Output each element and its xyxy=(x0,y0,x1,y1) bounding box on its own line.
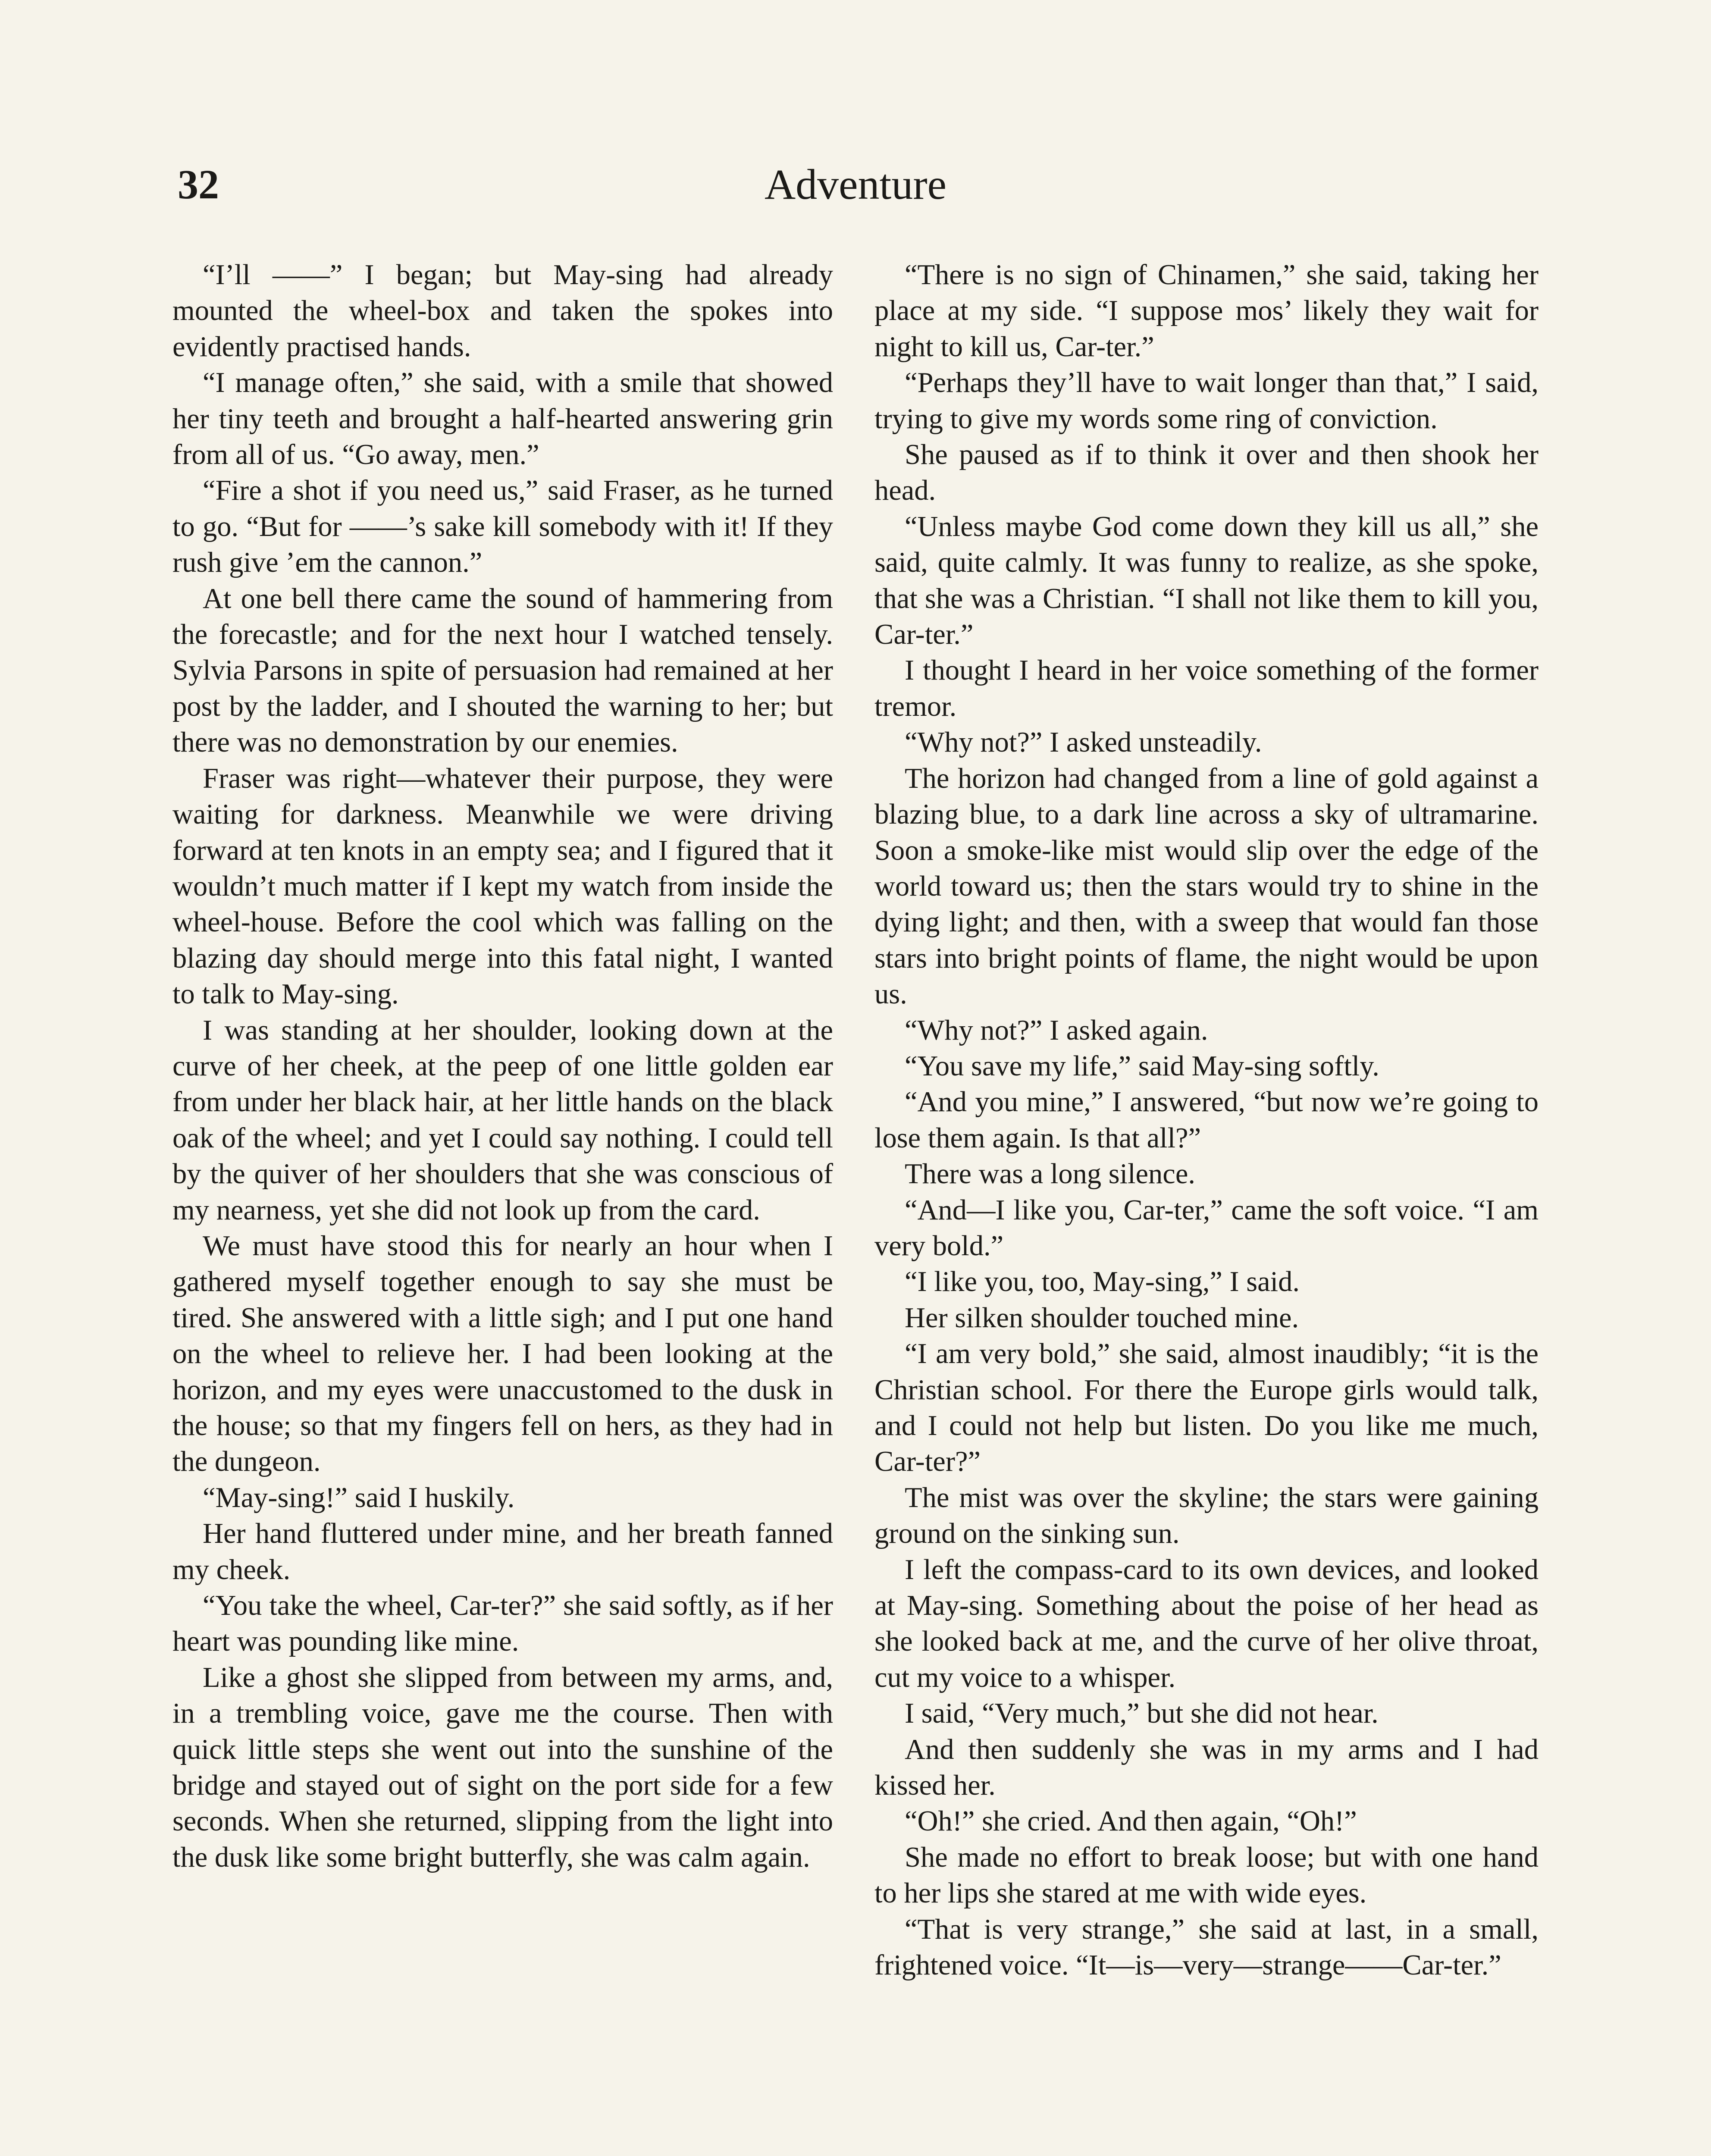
running-head: Adventure xyxy=(764,160,947,208)
paragraph: “May-sing!” said I huskily. xyxy=(203,1482,515,1514)
paragraph: Her hand fluttered under mine, and her breath fanned my cheek. xyxy=(172,1518,833,1586)
right-column xyxy=(874,257,1539,1984)
paragraph: “I am very bold,” she said, almost inaudibly; “it is the Christian school. For there the Europe girls would talk, and I could not help but listen. Do you like me much, Car-ter?” xyxy=(874,1338,1539,1478)
paragraph: “There is no sign of Chinamen,” she said, taking her place at my side. “I suppose mos’ likely they wait for night to kill us, Car-ter.” xyxy=(874,259,1539,363)
paragraph: Like a ghost she slipped from between my arms, and, in a trembling voice, gave me the course. Then with quick little steps she went out into the sunshine of the bridge and stayed out of sight on the port side for a few seconds. When she returned, slipping from the light into the dusk like some bright butterfly, she was calm again. xyxy=(172,1661,833,1873)
paragraph: “Why not?” I asked again. xyxy=(905,1014,1208,1046)
page-number: 32 xyxy=(178,161,219,207)
paragraph: At one bell there came the sound of hammering from the forecastle; and for the next hour I watched tensely. Sylvia Parsons in spite of persuasion had remained at her post by the ladder, and I shouted the warning to her; but there was no demonstration by our enemies. xyxy=(172,583,833,758)
paragraph: I said, “Very much,” but she did not hear. xyxy=(905,1698,1379,1730)
paragraph: I left the compass-card to its own devices, and looked at May-sing. Something about the poise of her head as she looked back at me, and the curve of her olive throat, cut my voice to a whisper. xyxy=(874,1554,1539,1693)
paragraph: Her silken shoulder touched mine. xyxy=(905,1302,1299,1334)
paragraph: I thought I heard in her voice something of the former tremor. xyxy=(874,655,1539,722)
paragraph: “And—I like you, Car-ter,” came the soft voice. “I am very bold.” xyxy=(874,1194,1539,1262)
paragraph: Fraser was right—whatever their purpose, they were waiting for darkness. Meanwhile we were driving forward at ten knots in an empty sea; and I figured that it wouldn’t much matter if I kept my watch from inside the wheel-house. Before the cool which was falling on the blazing day should merge into this fatal night, I wanted to talk to May-sing. xyxy=(172,762,833,1010)
paragraph: I was standing at her shoulder, looking down at the curve of her cheek, at the peep of one little golden ear from under her black hair, at her little hands on the black oak of the wheel; and yet I could say nothing. I could tell by the quiver of her shoulders that she was conscious of my nearness, yet she did not look up from the card. xyxy=(172,1014,833,1226)
paragraph: “Fire a shot if you need us,” said Fraser, as he turned to go. “But for ——’s sake kill somebody with it! If they rush give ’em the cannon.” xyxy=(172,475,833,579)
paragraph: The mist was over the skyline; the stars were gaining ground on the sinking sun. xyxy=(874,1482,1539,1550)
paragraph: There was a long silence. xyxy=(905,1158,1195,1190)
paragraph: “Oh!” she cried. And then again, “Oh!” xyxy=(905,1805,1357,1837)
paragraph: “You save my life,” said May-sing softly. xyxy=(905,1050,1379,1082)
paragraph: “Unless maybe God come down they kill us all,” she said, quite calmly. It was funny to realize, as she spoke, that she was a Christian. “I shall not like them to kill you, Car-ter.” xyxy=(874,511,1539,651)
paragraph: “That is very strange,” she said at last, in a small, frightened voice. “It—is—very—strange——Car-ter.” xyxy=(874,1913,1539,1981)
paragraph: And then suddenly she was in my arms and I had kissed her. xyxy=(874,1733,1539,1802)
paragraph: “I manage often,” she said, with a smile that showed her tiny teeth and brought a half-hearted answering grin from all of us. “Go away, men.” xyxy=(172,367,833,471)
paragraph: She made no effort to break loose; but with one hand to her lips she stared at me with wide eyes. xyxy=(874,1841,1539,1909)
paragraph: “Why not?” I asked unsteadily. xyxy=(905,727,1262,758)
paragraph: The horizon had changed from a line of gold against a blazing blue, to a dark line across a sky of ultramarine. Soon a smoke-like mist would slip over the edge of the world toward us; then the stars would try to shine in the dying light; and then, with a sweep that would fan those stars into bright points of flame, the night would be upon us. xyxy=(874,762,1539,1010)
paragraph: “And you mine,” I answered, “but now we’re going to lose them again. Is that all?” xyxy=(874,1086,1539,1154)
paragraph: “You take the wheel, Car-ter?” she said softly, as if her heart was pounding like mine. xyxy=(172,1590,833,1658)
paragraph: “I like you, too, May-sing,” I said. xyxy=(905,1266,1300,1298)
left-column xyxy=(172,257,833,1875)
paragraph: “I’ll ——” I began; but May-sing had already mounted the wheel-box and taken the spokes into evidently practised hands. xyxy=(172,259,833,363)
paragraph: “Perhaps they’ll have to wait longer than that,” I said, trying to give my words some ring of conviction. xyxy=(874,367,1539,435)
paragraph: We must have stood this for nearly an hour when I gathered myself together enough to say she must be tired. She answered with a little sigh; and I put one hand on the wheel to relieve her. I had been looking at the horizon, and my eyes were unaccustomed to the dusk in the house; so that my fingers fell on hers, as they had in the dungeon. xyxy=(172,1230,833,1478)
paragraph: She paused as if to think it over and then shook her head. xyxy=(874,439,1539,507)
